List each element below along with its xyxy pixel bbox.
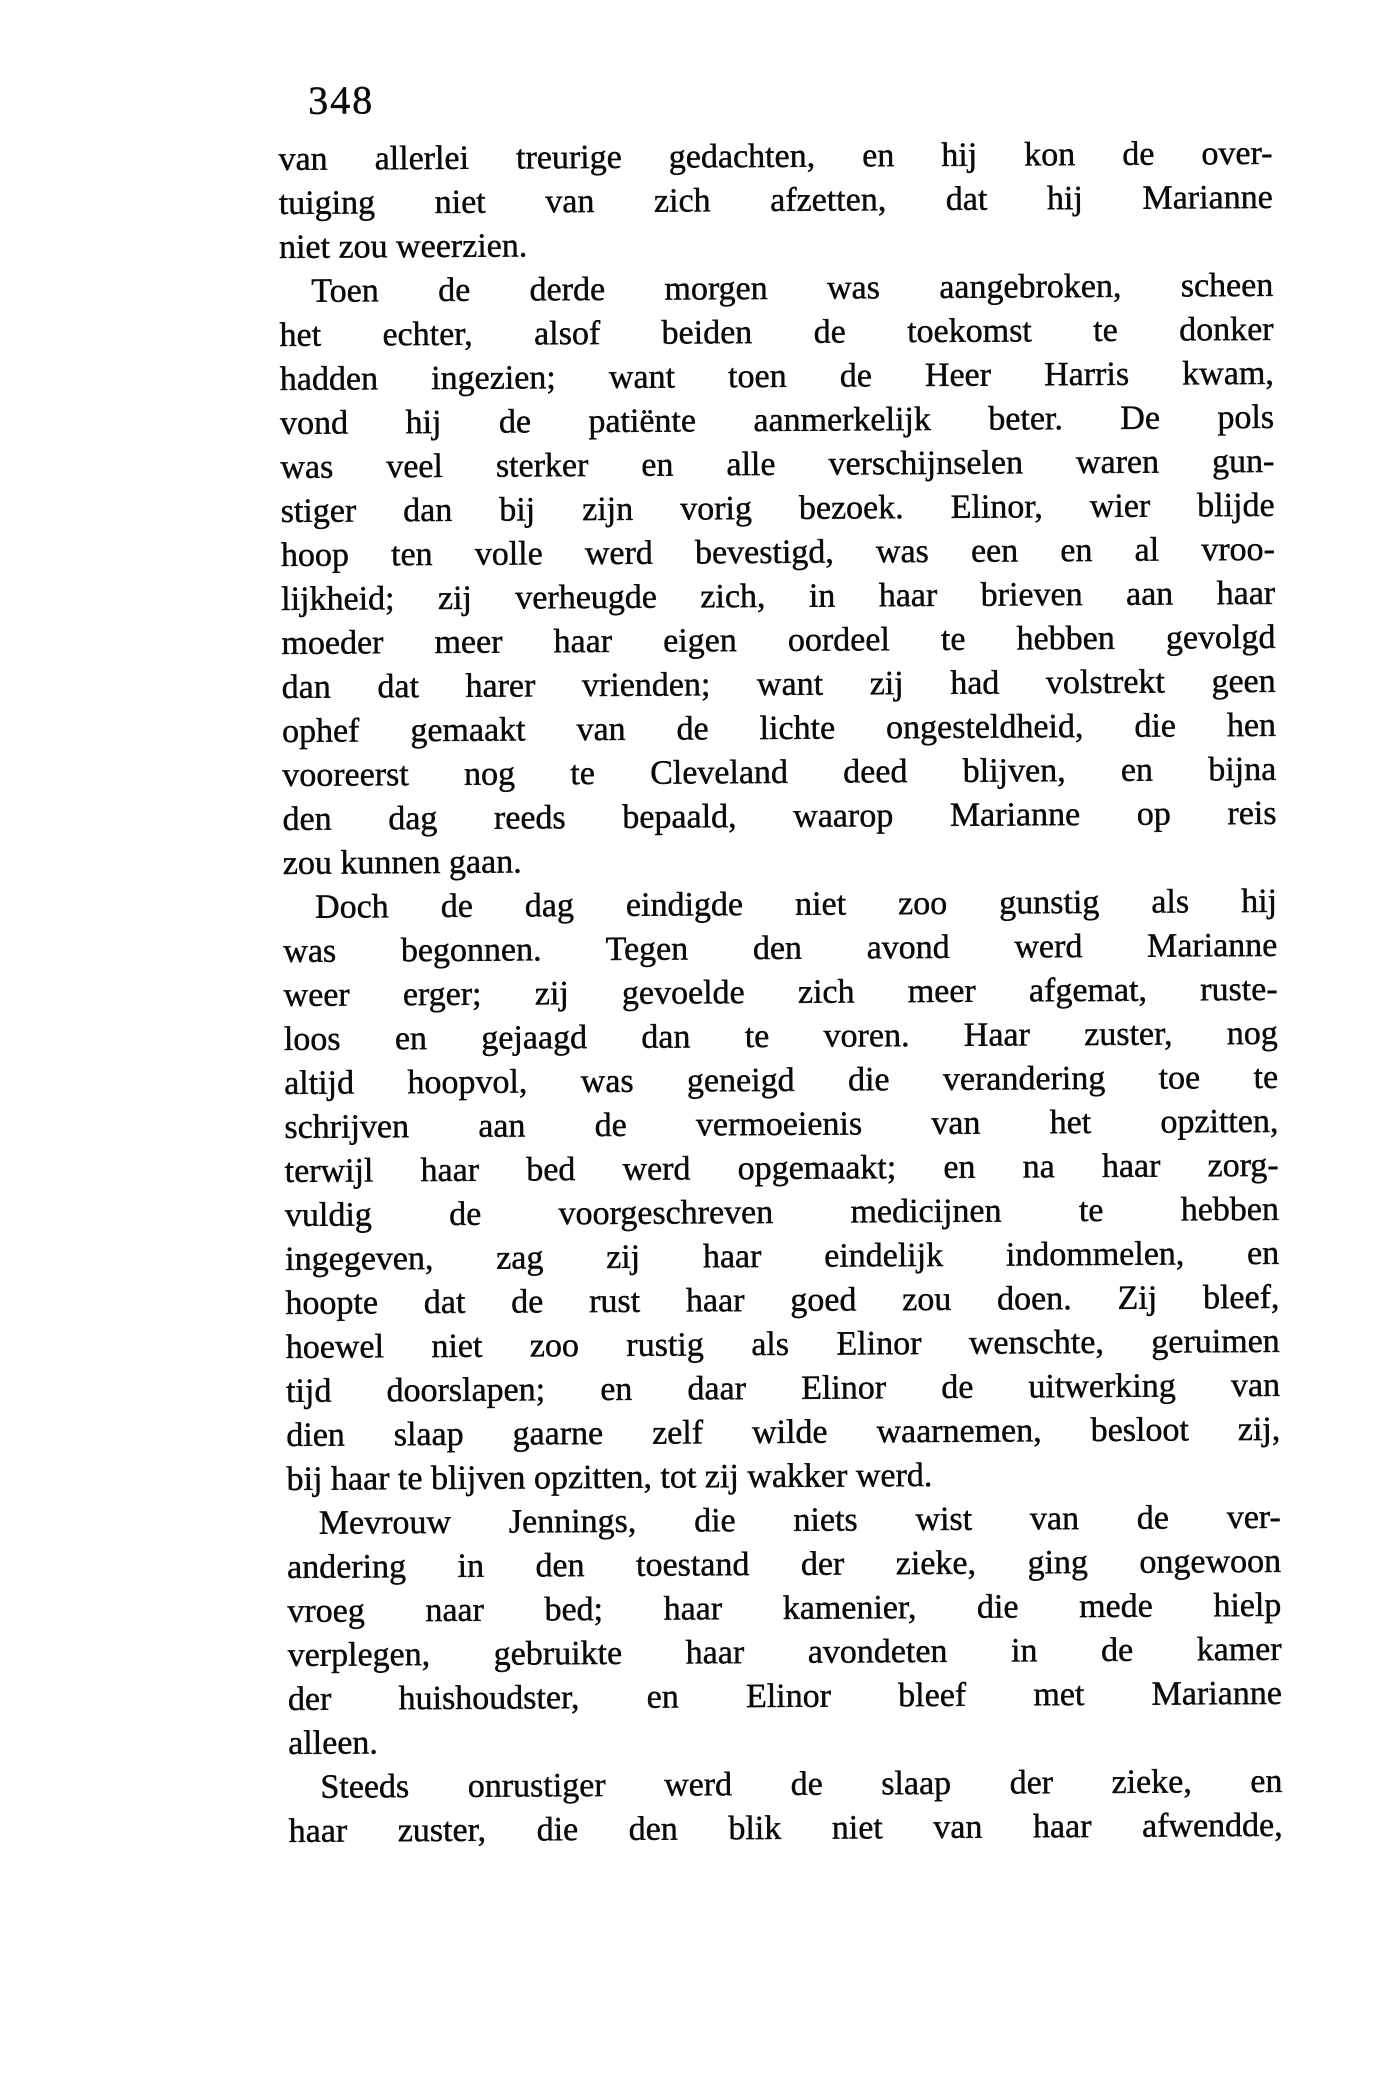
text-line: lijkheid; zij verheugde zich, in haar brieven aan haar <box>281 574 1276 618</box>
paragraph <box>288 1760 1283 1854</box>
text-line: tuiging niet van zich afzetten, dat hij Marianne <box>278 178 1273 222</box>
text-line: was begonnen. Tegen den avond werd Marianne <box>283 926 1278 970</box>
text-line: verplegen, gebruikte haar avondeten in de kamer <box>287 1630 1282 1674</box>
text-line: loos en gejaagd dan te voren. Haar zuster, nog <box>283 1014 1278 1058</box>
text-line: Mevrouw Jennings, die niets wist van de ver- <box>318 1498 1281 1542</box>
text-line: ingegeven, zag zij haar eindelijk indommelen, en <box>285 1234 1280 1278</box>
text-line: vroeg naar bed; haar kamenier, die mede hielp <box>287 1586 1282 1630</box>
text-line: der huishoudster, en Elinor bleef met Marianne <box>287 1674 1283 1718</box>
text-line: schrijven aan de vermoeienis van het opzitten, <box>284 1102 1279 1146</box>
text-block <box>278 70 1283 1854</box>
text-line: den dag reeds bepaald, waarop Marianne op reis <box>282 794 1277 838</box>
text-line: dan dat harer vrienden; want zij had volstrekt geen <box>281 662 1276 706</box>
text-line: haar zuster, die den blik niet van haar afwendde, <box>288 1806 1283 1850</box>
text-line: bij haar te blijven opzitten, tot zij wakker werd. <box>286 1457 933 1498</box>
page-text <box>278 132 1282 1854</box>
text-line: terwijl haar bed werd opgemaakt; en na haar zorg- <box>284 1146 1279 1190</box>
text-line: Toen de derde morgen was aangebroken, scheen <box>311 266 1274 310</box>
text-line: hoopte dat de rust haar goed zou doen. Zij bleef, <box>285 1278 1280 1322</box>
text-line: zou kunnen gaan. <box>282 843 522 882</box>
text-line: moeder meer haar eigen oordeel te hebben gevolgd <box>281 618 1276 662</box>
text-line: dien slaap gaarne zelf wilde waarnemen, besloot zij, <box>286 1410 1281 1454</box>
text-line: van allerlei treurige gedachten, en hij kon de over- <box>278 134 1273 178</box>
text-line: hoop ten volle werd bevestigd, was een en al vroo- <box>280 530 1276 574</box>
text-line: tijd doorslapen; en daar Elinor de uitwerking van <box>285 1366 1281 1410</box>
text-line: hadden ingezien; want toen de Heer Harris kwam, <box>279 354 1274 398</box>
text-line: Doch de dag eindigde niet zoo gunstig als hij <box>314 882 1278 926</box>
text-line: vooreerst nog te Cleveland deed blijven, en bijna <box>282 750 1277 794</box>
text-line: andering in den toestand der zieke, ging ongewoon <box>286 1542 1282 1586</box>
text-line: het echter, alsof beiden de toekomst te donker <box>279 310 1274 354</box>
paragraph <box>283 880 1281 1502</box>
text-line: Steeds onrustiger werd de slaap der zieke, en <box>320 1762 1283 1806</box>
text-line: alleen. <box>288 1724 378 1762</box>
text-line: vuldig de voorgeschreven medicijnen te hebben <box>284 1190 1280 1234</box>
text-line: niet zou weerzien. <box>278 227 528 266</box>
text-line: hoewel niet zoo rustig als Elinor wenschte, geruimen <box>285 1322 1280 1366</box>
text-line: stiger dan bij zijn vorig bezoek. Elinor, wier blijde <box>280 486 1275 530</box>
paragraph <box>279 264 1277 886</box>
text-line: weer erger; zij gevoelde zich meer afgemat, ruste- <box>283 970 1278 1014</box>
paragraph <box>287 1496 1283 1766</box>
paragraph <box>278 132 1273 270</box>
page-number: 348 <box>308 77 375 123</box>
text-line: vond hij de patiënte aanmerkelijk beter. De pols <box>280 398 1275 442</box>
text-line: altijd hoopvol, was geneigd die verandering toe te <box>284 1058 1279 1102</box>
text-line: was veel sterker en alle verschijnselen waren gun- <box>280 442 1275 486</box>
text-line: ophef gemaakt van de lichte ongesteldheid, die hen <box>281 706 1277 750</box>
